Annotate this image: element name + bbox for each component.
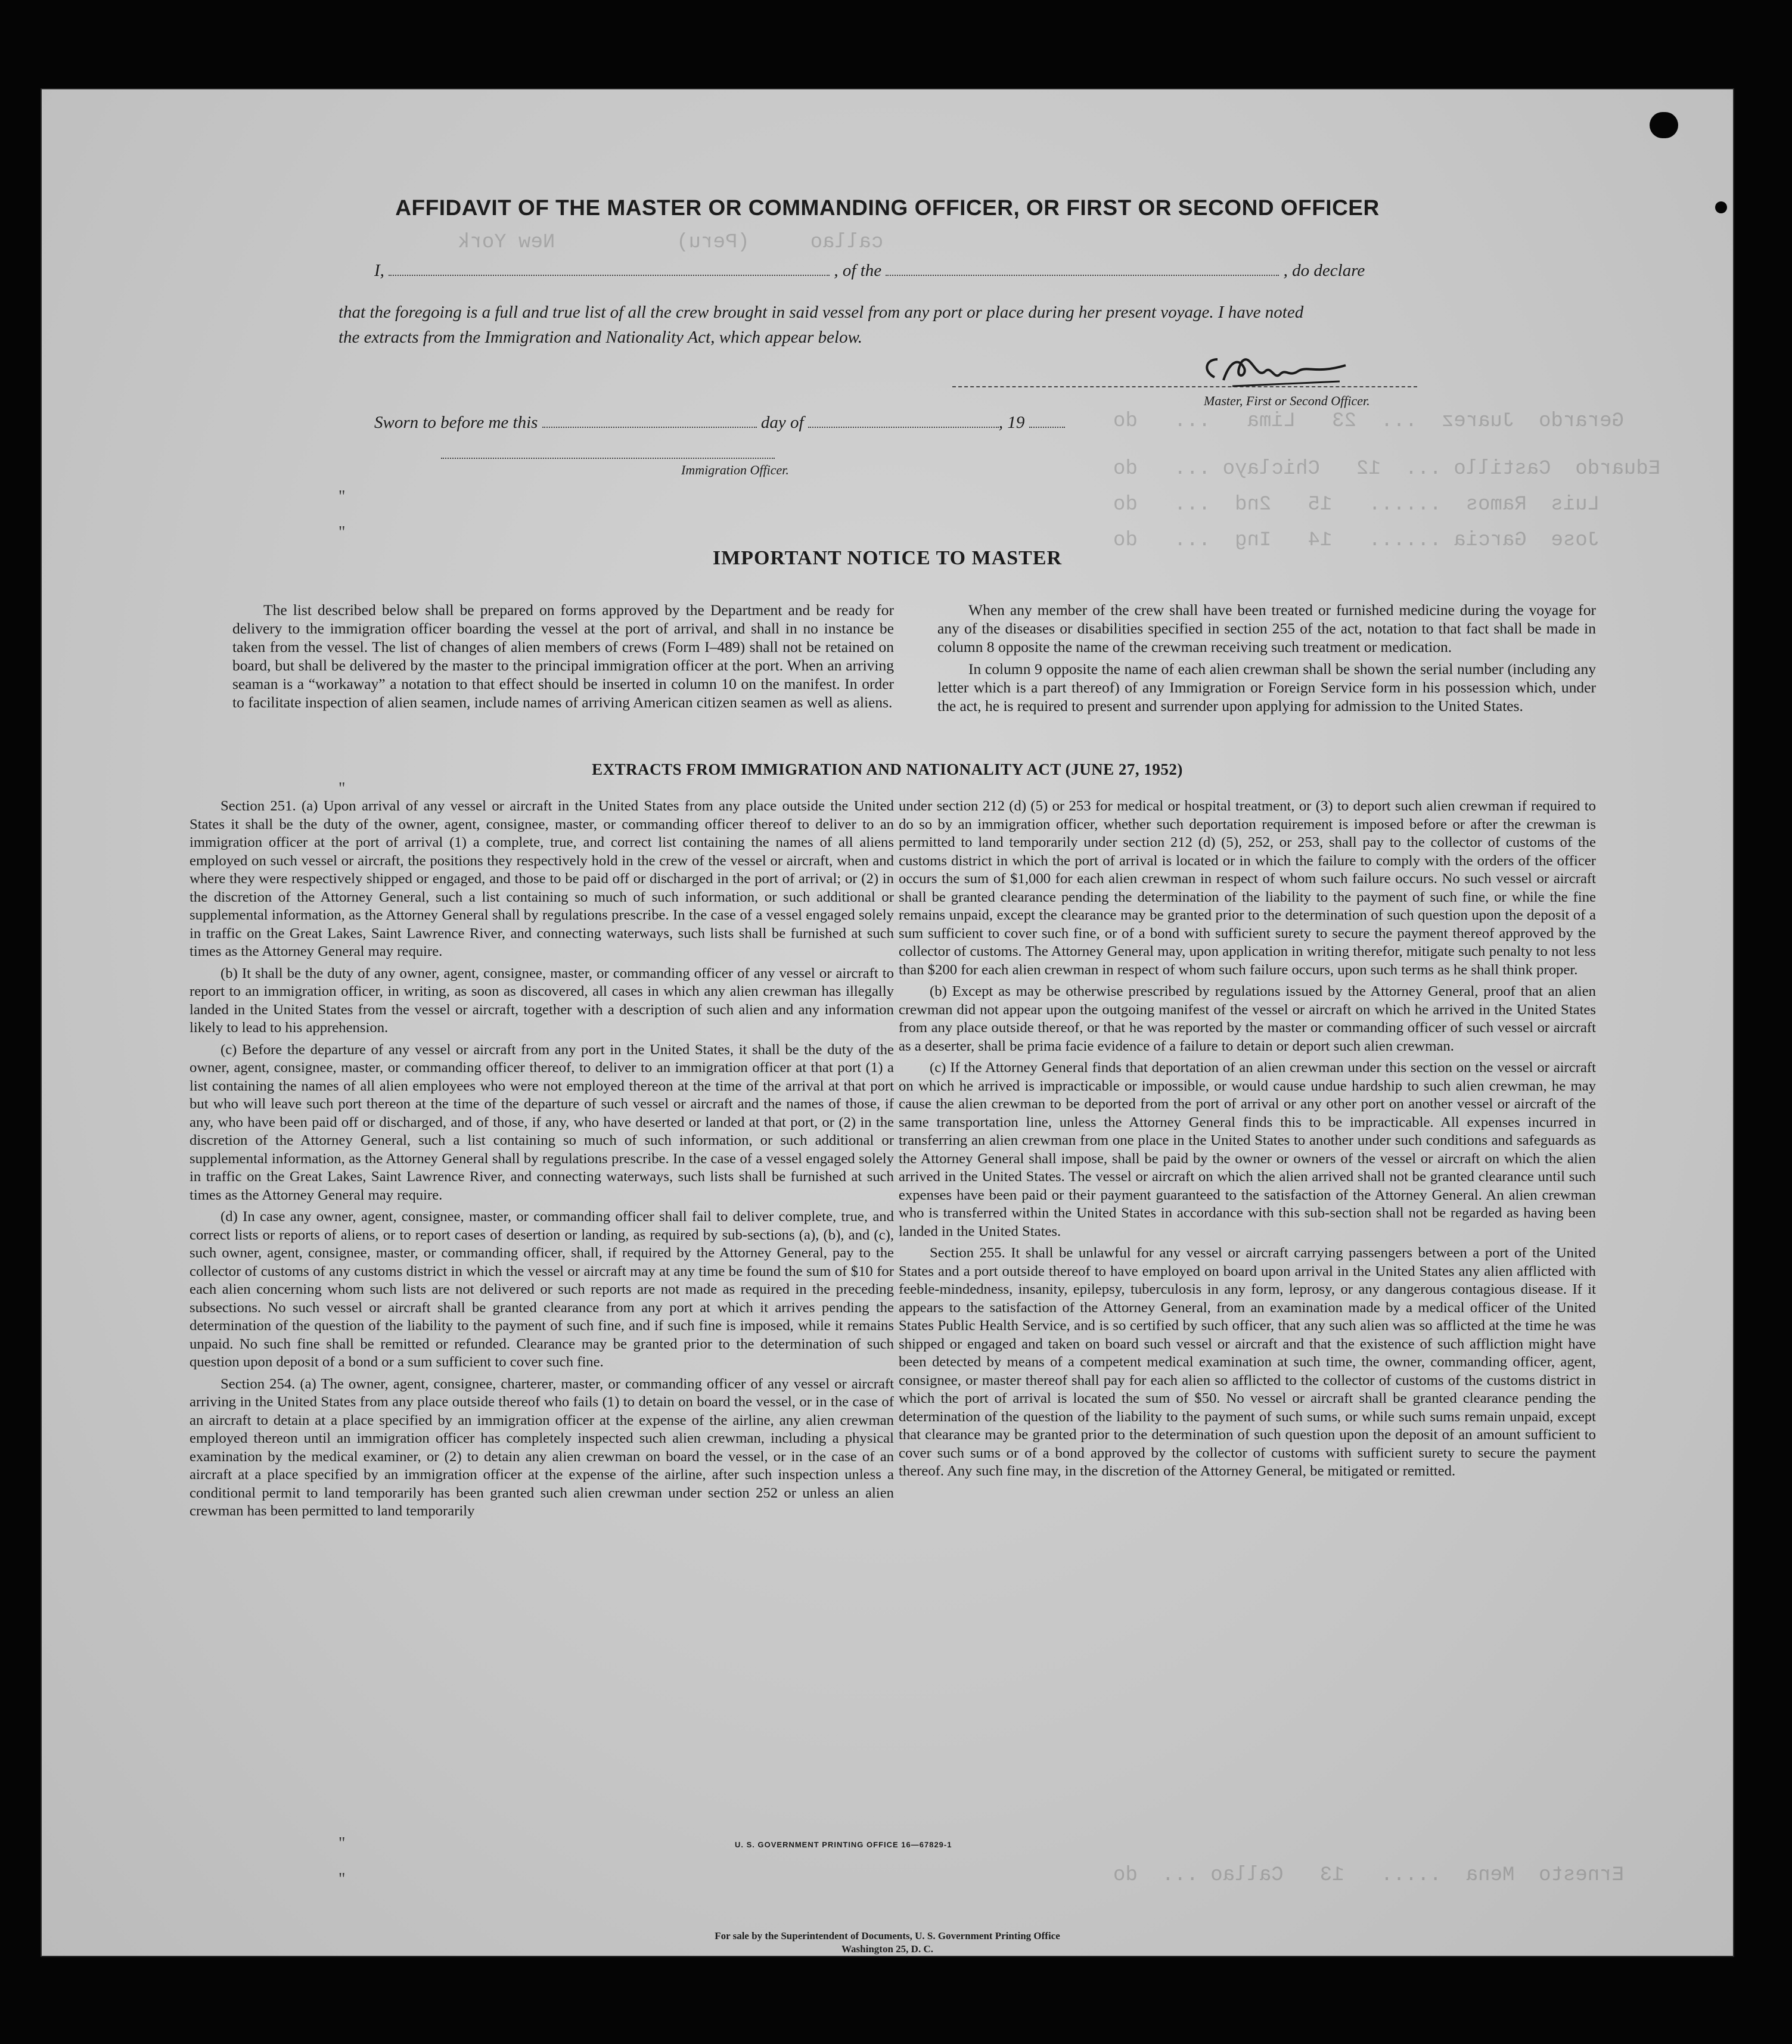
sworn-line [374,413,1495,433]
extracts-left-column [190,797,894,1521]
bleed-through-text: Luis Ramos ...... 15 2nd ... do [1113,493,1600,516]
vessel-field[interactable] [886,275,1279,276]
notice-paragraph: The list described below shall be prepared on forms approved by the Department and be ready for delivery to the immigration officer boarding the vessel at the port of arrival, and shall in no instance be taken from the vessel. The list of changes of alien members of crews (Form I–489) shall not be retained on board, but shall be delivered by the master to the principal immigration officer at the port. When an arriving seaman is a “workaway” a notation to that effect should be inserted in column 10 on the manifest. In order to facilitate inspection of alien seamen, include names of arriving American citizen seamen as well as aliens. [232,601,894,711]
punch-hole [1652,112,1678,138]
sworn-date-field[interactable] [542,427,757,428]
bleed-through-text: Jose Garcia ...... 14 Ing ... do [1113,529,1600,552]
ditto-mark: " [338,779,346,798]
declare-end: , do declare [1283,261,1365,280]
immigration-officer-line[interactable] [441,458,775,459]
bleed-through-text: Ernesto Mena ..... 13 Callao ... do [1113,1864,1624,1887]
bleed-through-text: Eduardo Castillo ... 12 Chiclayo ... do [1113,458,1661,480]
signature-graphic [1197,344,1352,392]
affidavit-title: AFFIDAVIT OF THE MASTER OR COMMANDING OFFICER, OR FIRST OR SECOND OFFICER [395,195,1380,220]
notice-right-column [937,601,1596,715]
bleed-through-text: callao (Peru) New York [458,231,884,254]
notice-paragraph: In column 9 opposite the name of each alien crewman shall be shown the serial number (including any letter which is a part thereof) of any Immigration or Foreign Service form in his possession which, under the act, he is required to present and surrender upon applying for admission to the United States. [937,660,1596,715]
act-section-paragraph: Section 251. (a) Upon arrival of any vessel or aircraft in the United States from any place outside the United States it shall be the duty of the owner, agent, consignee, master, or commanding officer thereof to deliver to an immigration officer at the port of arrival (1) a complete, true, and correct list containing the names of all aliens employed on such vessel or aircraft, the positions they respectively hold in the crew of the vessel or aircraft, when and where they were respectively shipped or engaged, and those to be paid off or discharged in the port of arrival; or (2) in the discretion of the Attorney General, such a list containing so much of such information, or such additional or supplemental information, as the Attorney General shall by regulations prescribe. In the case of a vessel engaged solely in traffic on the Great Lakes, Saint Lawrence River, and connecting waterways, such lists shall be furnished at such times as the Attorney General may require. [190,798,894,959]
act-section-paragraph: (d) In case any owner, agent, consignee, master, or commanding officer shall fail to deliver complete, true, and correct lists or reports of aliens, or to report cases of desertion or landing, as required by sub-sections (a), (b), and (c), such owner, agent, consignee, master, or commanding officer, shall, if required by the Attorney General, pay to the collector of customs of any customs district in which the vessel or aircraft may at any time be found the sum of $10 for each alien concerning whom such lists are not delivered or such reports are not made as required in the preceding subsections. No such vessel or aircraft shall be granted clearance from any port at which it arrives pending the determination of the question of the liability to the payment of such fine, and if such fine is imposed, while it remains unpaid. No such fine shall be remitted or refunded. Clearance may be granted prior to the determination of such question upon deposit of a bond or a sum sufficient to cover such fine. [190,1209,894,1370]
declaration-line [374,261,1495,281]
notice-title: IMPORTANT NOTICE TO MASTER [712,547,1063,569]
declaration-text-line-2: that the foregoing is a full and true list of all the crew brought in said vessel from any port or place during her present voyage. I have noted [338,303,1304,322]
punch-hole [1715,201,1727,213]
extracts-title: EXTRACTS FROM IMMIGRATION AND NATIONALITY ACT (JUNE 27, 1952) [592,760,1183,778]
sworn-prefix: Sworn to before me this [374,413,538,432]
notice-left-column [232,601,894,712]
sworn-year: , 19 [998,413,1025,432]
ditto-mark: " [338,523,346,542]
extracts-right-column [899,797,1596,1481]
act-section-paragraph: (b) Except as may be otherwise prescribed by regulations issued by the Attorney General, proof that an alien crewman did not appear upon the outgoing manifest of the vessel or aircraft on which he arrived in the United States from any place outside thereof, or that he was reported by the master or commanding officer of such vessel or aircraft as a deserter, shall be prima facie evidence of a failure to detain or deport such alien crewman. [899,983,1596,1054]
ditto-mark: " [338,1834,346,1853]
act-section-paragraph: (b) It shall be the duty of any owner, agent, consignee, master, or commanding officer of any vessel or aircraft to report to an immigration officer, in writing, as soon as discovered, all cases in which any alien crewman has illegally landed in the United States from the vessel or aircraft, together with a description of such alien and any information likely to lead to his apprehension. [190,965,894,1036]
sale-notice-line-2: Washington 25, D. C. [841,1943,933,1955]
act-section-paragraph: Section 254. (a) The owner, agent, consignee, charterer, master, or commanding officer of any vessel or aircraft arriving in the United States from any place outside thereof who fails (1) to detain on board the vessel, or in the case of an aircraft to detain at a place specified by an immigration officer at the expense of the airline, any alien crewman employed thereon until an immigration officer has completely inspected such alien crewman, including a physical examination by the medical examiner, or (2) to detain any alien crewman on board the vessel, or in the case of an aircraft at a place specified by an immigration officer at the expense of the airline, after such inspection unless a conditional permit to land temporarily has been granted such alien crewman under section 252 or unless an alien crewman has been permitted to land temporarily [190,1375,894,1519]
declaration-text-line-3: the extracts from the Immigration and Nationality Act, which appear below. [338,328,863,347]
immigration-officer-caption: Immigration Officer. [681,462,789,477]
notice-paragraph: When any member of the crew shall have been treated or furnished medicine during the voyage for any of the diseases or disabilities specified in section 255 of the act, notation to that fact shall be made in column 8 opposite the name of the crewman receiving such treatment or medication. [937,601,1596,656]
act-section-paragraph: under section 212 (d) (5) or 253 for medical or hospital treatment, or (3) to deport such alien crewman if required to do so by an immigration officer, whether such deportation requirement is imposed before or after the crewman is permitted to land temporarily under section 212 (d) (5), 252, or 253, shall pay to the collector of customs of the customs district in which the port of arrival is located or in which the failure to comply with the orders of the officer occurs the sum of $1,000 for each alien crewman in respect of whom such failure occurs. No such vessel or aircraft shall be granted clearance pending the determination of the liability to the payment of such fine, or while the fine remains unpaid, except the clearance may be granted prior to the determination of such question upon the deposit of a sum sufficient to cover such fine, or of a bond with sufficient surety to secure the payment thereof approved by the collector of customs. The Attorney General may, upon application in writing therefor, mitigate such penalty to not less than $200 for each alien crewman in respect of whom such failure occurs, upon such terms as he shall think proper. [899,798,1596,978]
name-field[interactable] [389,275,830,276]
ditto-mark: " [338,1870,346,1888]
sale-notice [41,1930,1734,1956]
signature-caption: Master, First or Second Officer. [1204,393,1370,408]
document-page [41,88,1734,1957]
sale-notice-line-1: For sale by the Superintendent of Documents, U. S. Government Printing Office [715,1930,1060,1942]
sworn-year-field[interactable] [1029,427,1065,428]
printing-office-line: U. S. GOVERNMENT PRINTING OFFICE 16—67829-1 [735,1840,952,1849]
declare-i: I, [374,261,384,280]
ditto-mark: " [338,487,346,506]
act-section-paragraph: (c) If the Attorney General finds that deportation of an alien crewman under this section on the vessel or aircraft on which he arrived is impracticable or impossible, or would cause undue hardship to such alien crewman, he may cause the alien crewman to be deported from the port of arrival or any other port on another vessel or aircraft of the same transportation line, unless the Attorney General finds this to be impracticable. All expenses incurred in transferring an alien crewman from one place in the United States to another under such conditions and safeguards as the Attorney General shall impose, shall be paid by the owner or owners of the vessel or aircraft on which the alien arrived in the United States. The vessel or aircraft on which the alien arrived shall not be granted clearance until such expenses have been paid or their payment guaranteed to the satisfaction of the Attorney General. An alien crewman who is transferred within the United States in accordance with this sub-section shall not be regarded as having been landed in the United States. [899,1060,1596,1240]
sworn-day: day of [760,413,804,432]
act-section-paragraph: Section 255. It shall be unlawful for any vessel or aircraft carrying passengers between a port of the United States and a port outside thereof to have employed on board upon arrival in the United States any alien afflicted with feeble-mindedness, insanity, epilepsy, tuberculosis in any form, leprosy, or any dangerous contagious disease. If it appears to the satisfaction of the Attorney General, from an examination made by a medical officer of the United States Public Health Service, and is so certified by such officer, that any such alien was so afflicted at the time he was shipped or engaged and taken on board such vessel or aircraft and that the existence of such affliction might have been detected by means of a competent medical examination at such time, the owner, commanding officer, agent, consignee, or master thereof shall pay for each alien so afflicted to the collector of customs of the customs district in which the port of arrival is located the sum of $50. No vessel or aircraft shall be granted clearance pending the determination of the question of the liability to the payment of such sums, or while such sums remain unpaid, except that clearance may be granted prior to the determination of such question upon the deposit of an amount sufficient to cover such sums or of a bond approved by the collector of customs with sufficient surety to secure the payment thereof. Any such fine may, in the discretion of the Attorney General, be mitigated or remitted. [899,1245,1596,1479]
sworn-month-field[interactable] [808,427,999,428]
act-section-paragraph: (c) Before the departure of any vessel or aircraft from any port in the United States, it shall be the duty of the owner, agent, consignee, master, or commanding officer thereof, to deliver to an immigration officer at that port (1) a list containing the names of all alien employees who were not employed thereon at the time of the arrival at that port but who will leave such port thereon at the time of the departure of such vessel or aircraft and the names of those, if any, who have been paid off or discharged, and of those, if any, who have deserted or landed at that port, or (2) in the discretion of the Attorney General, such a list containing so much of such information, or such additional or supplemental information, as the Attorney General shall by regulations prescribe. In the case of a vessel engaged solely in traffic on the Great Lakes, Saint Lawrence River, and connecting waterways, such lists shall be furnished at such times as the Attorney General may require. [190,1041,894,1203]
bleed-through-text: Gerardo Juarez ... 23 Lima ... do [1113,410,1624,433]
declare-of-the: , of the [834,261,882,280]
